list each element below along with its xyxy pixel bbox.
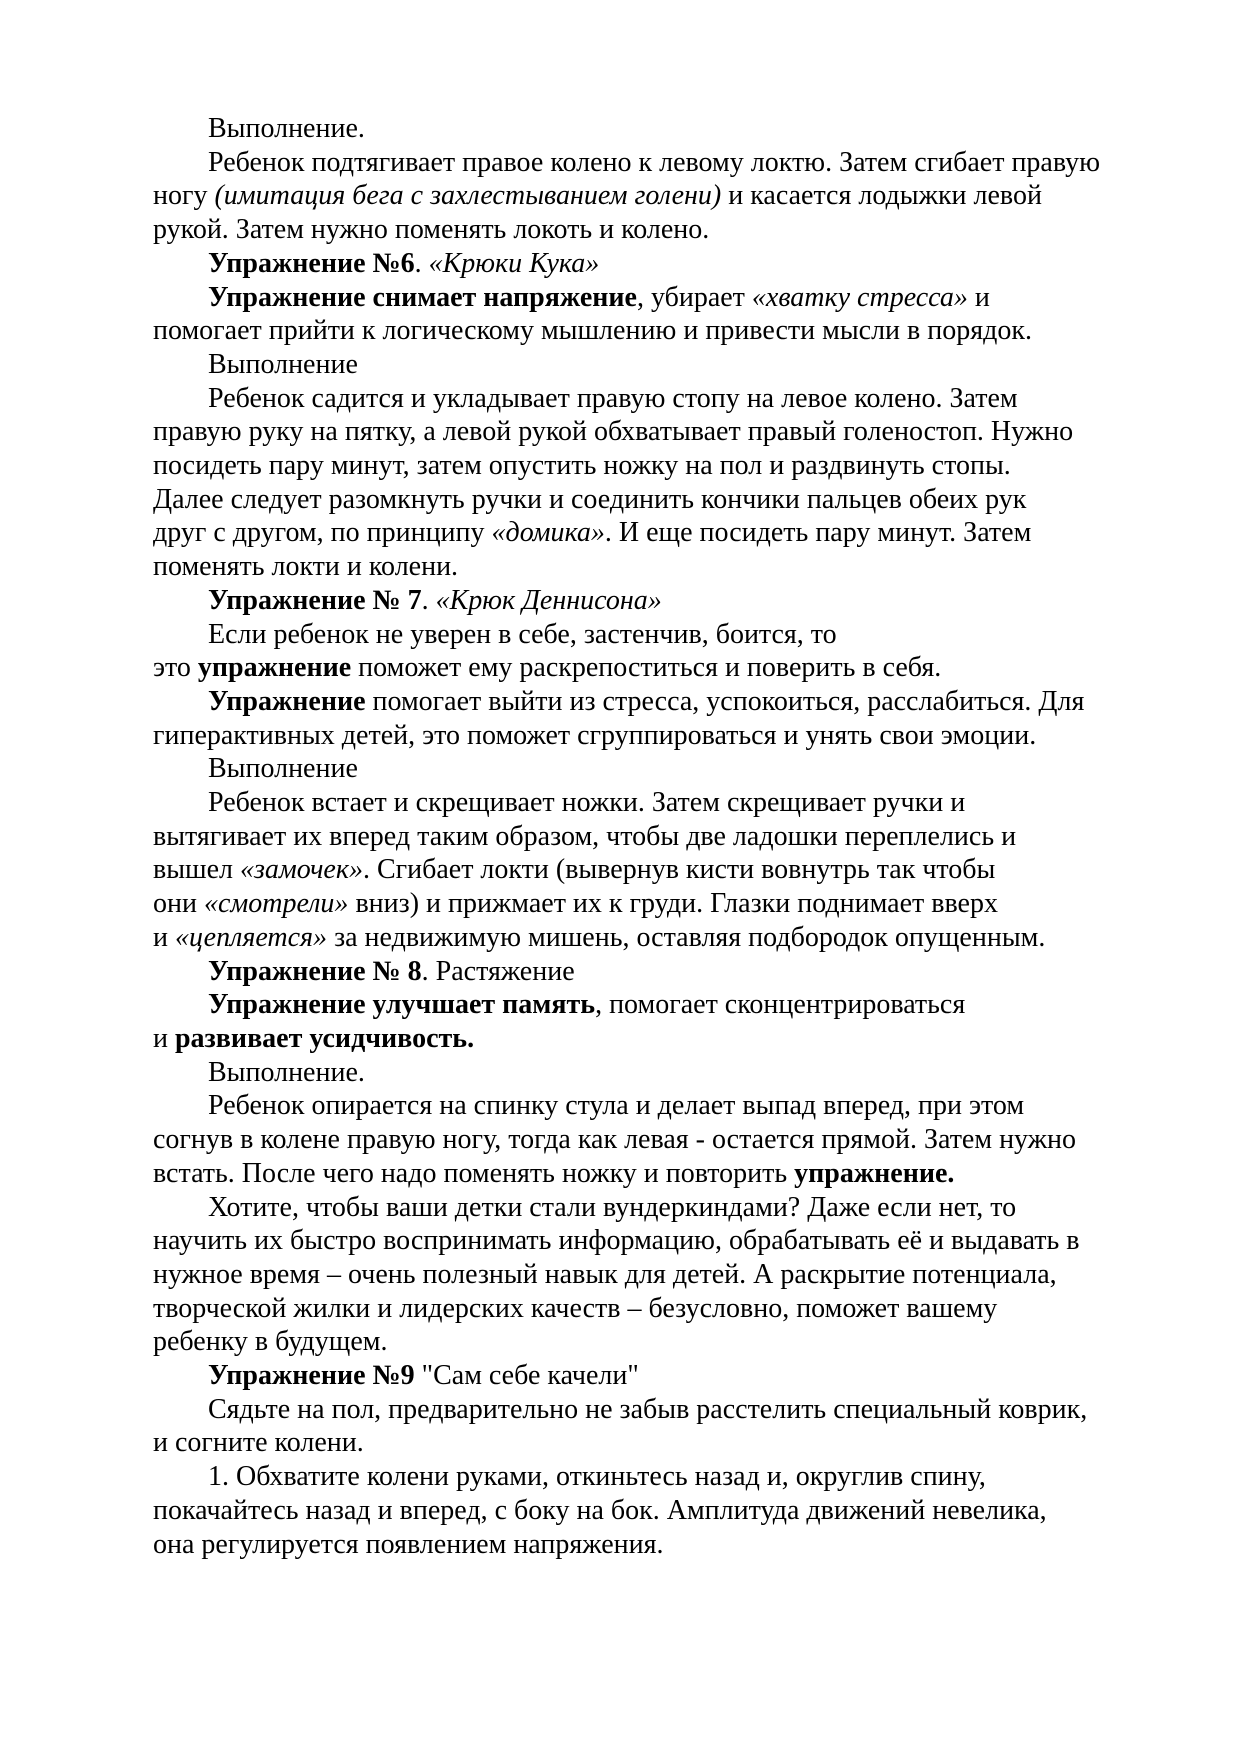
text-line bbox=[153, 955, 1098, 989]
text-line bbox=[153, 1292, 1098, 1326]
text-run: помогает прийти к логическому мышлению и привести мысли в порядок. bbox=[153, 315, 1032, 347]
text-run: посидеть пару минут, затем опустить ножку на пол и раздвинуть стопы. bbox=[153, 450, 1011, 482]
text-line bbox=[153, 887, 1098, 921]
text-line bbox=[153, 1393, 1098, 1427]
text-line bbox=[153, 786, 1098, 820]
text-line bbox=[153, 719, 1098, 753]
text-run: вниз) и прижмает их к груди. Глазки поднимает вверх bbox=[348, 888, 998, 920]
document-body bbox=[153, 112, 1101, 1561]
text-line bbox=[153, 483, 1098, 517]
text-run: вытягивает их вперед таким образом, чтобы две ладошки переплелись и bbox=[153, 820, 1017, 852]
text-line bbox=[153, 921, 1098, 955]
text-run: , помогает сконцентрироваться bbox=[595, 989, 966, 1021]
text-run: . И еще посидеть пару минут. Затем bbox=[604, 517, 1032, 549]
text-run: . bbox=[414, 247, 429, 279]
text-line bbox=[153, 415, 1098, 449]
text-run: рукой. Затем нужно поменять локоть и колено. bbox=[153, 214, 710, 246]
text-line bbox=[153, 685, 1098, 719]
text-run: вышел bbox=[153, 854, 240, 886]
text-run: «хватку стресса» bbox=[751, 281, 968, 313]
text-line bbox=[153, 1494, 1098, 1528]
text-run: Ребенок встает и скрещивает ножки. Затем скрещивает ручки и bbox=[208, 787, 966, 819]
text-run: упражнение bbox=[197, 652, 352, 684]
text-line bbox=[153, 584, 1098, 618]
text-run: Ребенок садится и укладывает правую стопу на левое колено. Затем bbox=[208, 382, 1018, 414]
text-line bbox=[153, 1224, 1098, 1258]
text-run: Ребенок подтягивает правое колено к левому локтю. Затем сгибает правую bbox=[208, 146, 1101, 178]
text-run: Если ребенок не уверен в себе, застенчив, боится, то bbox=[208, 618, 837, 650]
text-line bbox=[153, 1325, 1098, 1359]
text-run: встать. После чего надо поменять ножку и повторить bbox=[153, 1157, 795, 1189]
text-run: научить их быстро воспринимать информацию, обрабатывать её и выдавать в bbox=[153, 1225, 1080, 1257]
text-run: и bbox=[153, 921, 175, 953]
text-line bbox=[153, 820, 1098, 854]
text-run: . Растяжение bbox=[421, 955, 575, 987]
text-run: они bbox=[153, 888, 204, 920]
text-run: Упражнение № 8 bbox=[208, 955, 422, 987]
text-line bbox=[153, 1056, 1098, 1090]
text-run: творческой жилки и лидерских качеств – безусловно, поможет вашему bbox=[153, 1292, 998, 1324]
text-run: правую руку на пятку, а левой рукой обхватывает правый голеностоп. Нужно bbox=[153, 416, 1074, 448]
text-line bbox=[153, 112, 1098, 146]
text-line bbox=[153, 1359, 1098, 1393]
text-line bbox=[153, 382, 1098, 416]
text-run: и касается лодыжки левой bbox=[721, 180, 1042, 212]
text-run: Выполнение. bbox=[208, 1056, 365, 1088]
text-run: за недвижимую мишень, оставляя подбородок опущенным. bbox=[327, 921, 1046, 953]
text-run: . bbox=[421, 584, 436, 616]
text-run: поможет ему раскрепоститься и поверить в себя. bbox=[351, 652, 942, 684]
text-line bbox=[153, 1258, 1098, 1292]
text-run: помогает выйти из стресса, успокоиться, расслабиться. Для bbox=[365, 685, 1085, 717]
text-line bbox=[153, 449, 1098, 483]
text-run: . Сгибает локти (вывернув кисти вовнутрь так чтобы bbox=[362, 854, 996, 886]
text-line bbox=[153, 179, 1098, 213]
text-run: это bbox=[153, 652, 198, 684]
text-run: Ребенок опирается на спинку стула и делает выпад вперед, при этом bbox=[208, 1090, 1025, 1122]
text-line bbox=[153, 988, 1098, 1022]
text-line bbox=[153, 213, 1098, 247]
text-line bbox=[153, 1157, 1098, 1191]
text-run: Выполнение. bbox=[208, 113, 365, 144]
text-line bbox=[153, 314, 1098, 348]
text-run: Упражнение №9 bbox=[208, 1360, 415, 1392]
text-run: , убирает bbox=[636, 281, 752, 313]
text-line bbox=[153, 752, 1098, 786]
text-run: развивает усидчивость. bbox=[174, 1022, 475, 1054]
text-run: Упражнение снимает напряжение bbox=[208, 281, 637, 313]
text-run: Сядьте на пол, предварительно не забыв расстелить специальный коврик, bbox=[208, 1393, 1088, 1425]
text-run: поменять локти и колени. bbox=[153, 551, 459, 583]
text-run: Упражнение улучшает память bbox=[208, 989, 596, 1021]
text-run: «цепляется» bbox=[174, 921, 328, 953]
text-line bbox=[153, 516, 1098, 550]
text-run: «замочек» bbox=[240, 854, 363, 886]
text-run: и согните колени. bbox=[153, 1427, 364, 1459]
text-run: «Крюки Кука» bbox=[428, 247, 600, 279]
text-run: ребенку в будущем. bbox=[153, 1326, 388, 1358]
text-run: упражнение. bbox=[794, 1157, 955, 1189]
text-run: согнув в колене правую ногу, тогда как левая - остается прямой. Затем нужно bbox=[153, 1124, 1077, 1156]
text-line bbox=[153, 1426, 1098, 1460]
text-run: и bbox=[153, 1022, 175, 1054]
text-line bbox=[153, 853, 1098, 887]
text-line bbox=[153, 348, 1098, 382]
text-line bbox=[153, 281, 1098, 315]
text-run: и bbox=[967, 281, 990, 313]
text-run: ногу bbox=[153, 180, 215, 212]
text-run: «Крюк Деннисона» bbox=[435, 584, 662, 616]
text-run: 1. Обхватите колени руками, откиньтесь назад и, округлив спину, bbox=[208, 1461, 986, 1493]
text-run: «смотрели» bbox=[203, 888, 349, 920]
text-run: Далее следует разомкнуть ручки и соединить кончики пальцев обеих рук bbox=[153, 483, 1027, 515]
text-run: «домика» bbox=[491, 517, 605, 549]
text-run: нужное время – очень полезный навык для детей. А раскрытие потенциала, bbox=[153, 1258, 1057, 1290]
text-line bbox=[153, 550, 1098, 584]
text-run: гиперактивных детей, это поможет сгруппироваться и унять свои эмоции. bbox=[153, 719, 1037, 751]
text-line bbox=[153, 651, 1098, 685]
text-run: (имитация бега с захлестыванием голени) bbox=[214, 180, 722, 212]
text-run: "Сам себе качели" bbox=[414, 1360, 639, 1392]
text-line bbox=[153, 1089, 1098, 1123]
text-line bbox=[153, 146, 1101, 180]
text-run: Упражнение № 7 bbox=[208, 584, 422, 616]
text-line bbox=[153, 1022, 1098, 1056]
text-line bbox=[153, 1123, 1098, 1157]
text-line bbox=[153, 247, 1098, 281]
text-run: Упражнение bbox=[208, 685, 366, 717]
text-run: Выполнение bbox=[208, 348, 358, 380]
text-run: друг с другом, по принципу bbox=[153, 517, 492, 549]
text-run: Выполнение bbox=[208, 753, 358, 785]
text-line bbox=[153, 1191, 1098, 1225]
text-run: Упражнение №6 bbox=[208, 247, 415, 279]
text-line bbox=[153, 1528, 1098, 1562]
text-run: покачайтесь назад и вперед, с боку на бок. Амплитуда движений невелика, bbox=[153, 1494, 1047, 1526]
text-run: Хотите, чтобы ваши детки стали вундеркиндами? Даже если нет, то bbox=[208, 1191, 1017, 1223]
text-line bbox=[153, 1460, 1098, 1494]
text-run: она регулируется появлением напряжения. bbox=[153, 1528, 664, 1560]
text-line bbox=[153, 618, 1098, 652]
